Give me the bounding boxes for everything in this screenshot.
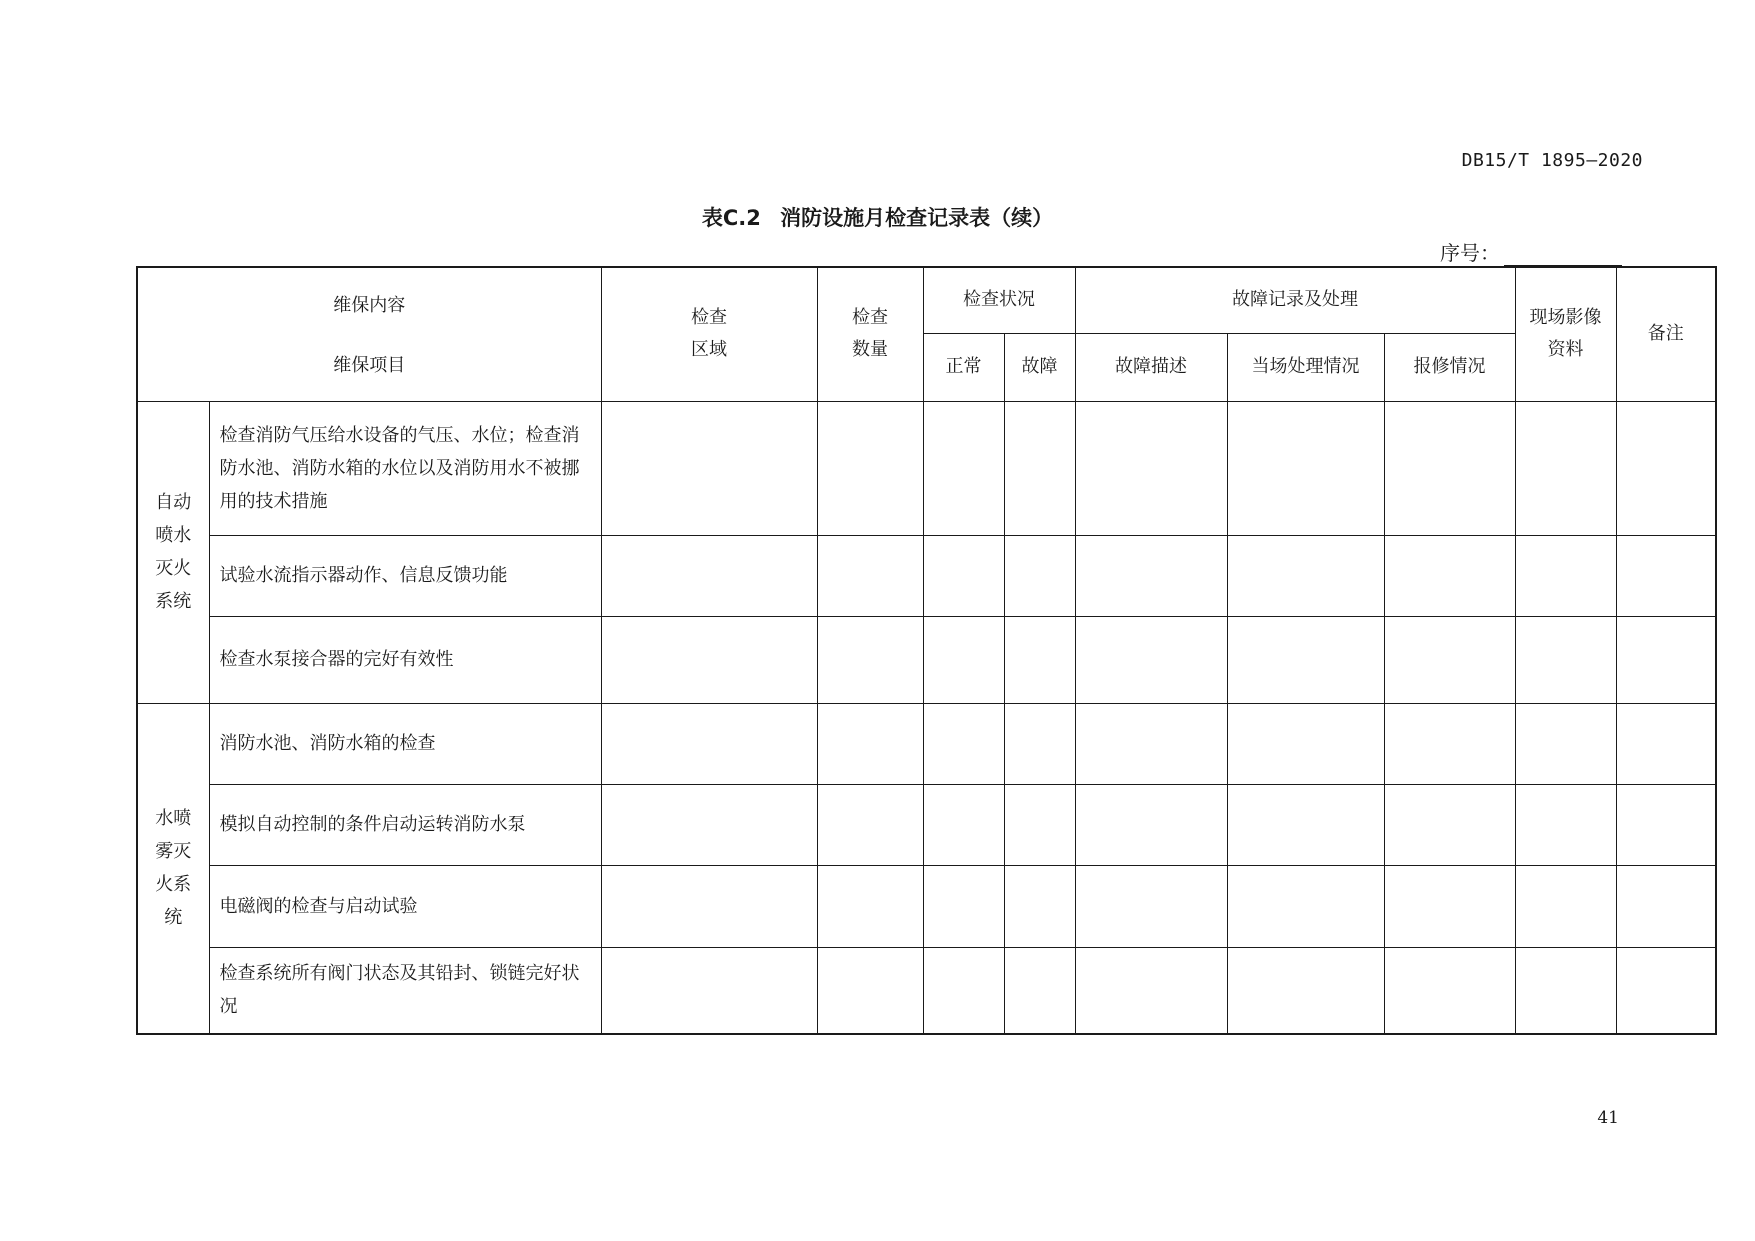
header-check-area: 检查 区域 [601,267,817,401]
cell-check-area[interactable] [601,535,817,616]
cell-normal[interactable] [923,703,1004,784]
table-row [137,616,1716,703]
cell-onsite-images[interactable] [1515,865,1616,947]
header-check-status: 检查状况 [923,267,1075,333]
table-name: 消防设施月检查记录表（续） [780,206,1054,230]
cell-check-quantity[interactable] [817,784,923,865]
item-text: 电磁阀的检查与启动试验 [209,865,601,947]
cell-repair-report[interactable] [1384,865,1515,947]
cell-check-area[interactable] [601,616,817,703]
page-number: 41 [1597,1108,1619,1128]
cell-check-quantity[interactable] [817,703,923,784]
table-row [137,703,1716,784]
cell-fault[interactable] [1004,947,1075,1034]
cell-repair-report[interactable] [1384,616,1515,703]
cell-remarks[interactable] [1616,401,1716,535]
cell-onsite-handling[interactable] [1227,865,1384,947]
cell-check-quantity[interactable] [817,616,923,703]
cell-check-area[interactable] [601,865,817,947]
cell-fault[interactable] [1004,865,1075,947]
cell-normal[interactable] [923,535,1004,616]
cell-normal[interactable] [923,616,1004,703]
cell-fault-description[interactable] [1075,703,1227,784]
table-row [137,535,1716,616]
header-fault-description: 故障描述 [1075,333,1227,401]
group-water-mist: 水喷 雾灭 火系 统 [137,703,209,1034]
item-text: 检查系统所有阀门状态及其铅封、锁链完好状况 [209,947,601,1034]
serial-label: 序号： [1440,241,1500,265]
table-title [0,202,1755,232]
cell-normal[interactable] [923,784,1004,865]
cell-normal[interactable] [923,947,1004,1034]
cell-onsite-handling[interactable] [1227,784,1384,865]
cell-check-quantity[interactable] [817,947,923,1034]
cell-check-quantity[interactable] [817,401,923,535]
cell-onsite-handling[interactable] [1227,535,1384,616]
cell-normal[interactable] [923,865,1004,947]
cell-onsite-images[interactable] [1515,947,1616,1034]
table-row [137,865,1716,947]
header-fault: 故障 [1004,333,1075,401]
header-check-quantity: 检查 数量 [817,267,923,401]
header-fault-record: 故障记录及处理 [1075,267,1515,333]
cell-fault[interactable] [1004,401,1075,535]
header-maintenance-content: 维保内容 [333,295,406,316]
header-onsite-images: 现场影像 资料 [1515,267,1616,401]
cell-check-area[interactable] [601,784,817,865]
header-repair-report: 报修情况 [1384,333,1515,401]
cell-fault-description[interactable] [1075,535,1227,616]
group-auto-sprinkler: 自动 喷水 灭火 系统 [137,401,209,703]
cell-fault-description[interactable] [1075,784,1227,865]
cell-onsite-images[interactable] [1515,703,1616,784]
item-text: 消防水池、消防水箱的检查 [209,703,601,784]
cell-repair-report[interactable] [1384,784,1515,865]
cell-fault-description[interactable] [1075,616,1227,703]
cell-check-area[interactable] [601,947,817,1034]
cell-fault[interactable] [1004,535,1075,616]
item-text: 检查消防气压给水设备的气压、水位；检查消防水池、消防水箱的水位以及消防用水不被挪用的技术措施 [209,401,601,535]
serial-blank-line [1504,243,1622,266]
table-number: 表C.2 [701,206,761,230]
item-text: 模拟自动控制的条件启动运转消防水泵 [209,784,601,865]
cell-check-area[interactable] [601,703,817,784]
cell-remarks[interactable] [1616,947,1716,1034]
cell-fault[interactable] [1004,784,1075,865]
cell-check-quantity[interactable] [817,865,923,947]
cell-fault-description[interactable] [1075,947,1227,1034]
table-row [137,401,1716,535]
cell-repair-report[interactable] [1384,947,1515,1034]
header-maintenance [137,267,601,401]
cell-onsite-handling[interactable] [1227,616,1384,703]
header-normal: 正常 [923,333,1004,401]
cell-check-quantity[interactable] [817,535,923,616]
cell-remarks[interactable] [1616,535,1716,616]
table-row [137,784,1716,865]
cell-repair-report[interactable] [1384,401,1515,535]
cell-onsite-images[interactable] [1515,616,1616,703]
cell-onsite-handling[interactable] [1227,703,1384,784]
cell-onsite-handling[interactable] [1227,401,1384,535]
item-text: 检查水泵接合器的完好有效性 [209,616,601,703]
cell-fault[interactable] [1004,703,1075,784]
cell-onsite-images[interactable] [1515,401,1616,535]
table-row [137,947,1716,1034]
cell-remarks[interactable] [1616,703,1716,784]
cell-remarks[interactable] [1616,616,1716,703]
cell-repair-report[interactable] [1384,535,1515,616]
cell-onsite-handling[interactable] [1227,947,1384,1034]
cell-check-area[interactable] [601,401,817,535]
cell-onsite-images[interactable] [1515,535,1616,616]
cell-remarks[interactable] [1616,784,1716,865]
cell-normal[interactable] [923,401,1004,535]
cell-onsite-images[interactable] [1515,784,1616,865]
header-onsite-handling: 当场处理情况 [1227,333,1384,401]
cell-repair-report[interactable] [1384,703,1515,784]
cell-fault-description[interactable] [1075,401,1227,535]
cell-fault-description[interactable] [1075,865,1227,947]
header-remarks: 备注 [1616,267,1716,401]
cell-remarks[interactable] [1616,865,1716,947]
standard-code: DB15/T 1895—2020 [1461,150,1643,171]
cell-fault[interactable] [1004,616,1075,703]
item-text: 试验水流指示器动作、信息反馈功能 [209,535,601,616]
serial-number [1440,237,1622,266]
header-maintenance-item: 维保项目 [333,355,406,376]
monthly-inspection-table [136,266,1717,1035]
